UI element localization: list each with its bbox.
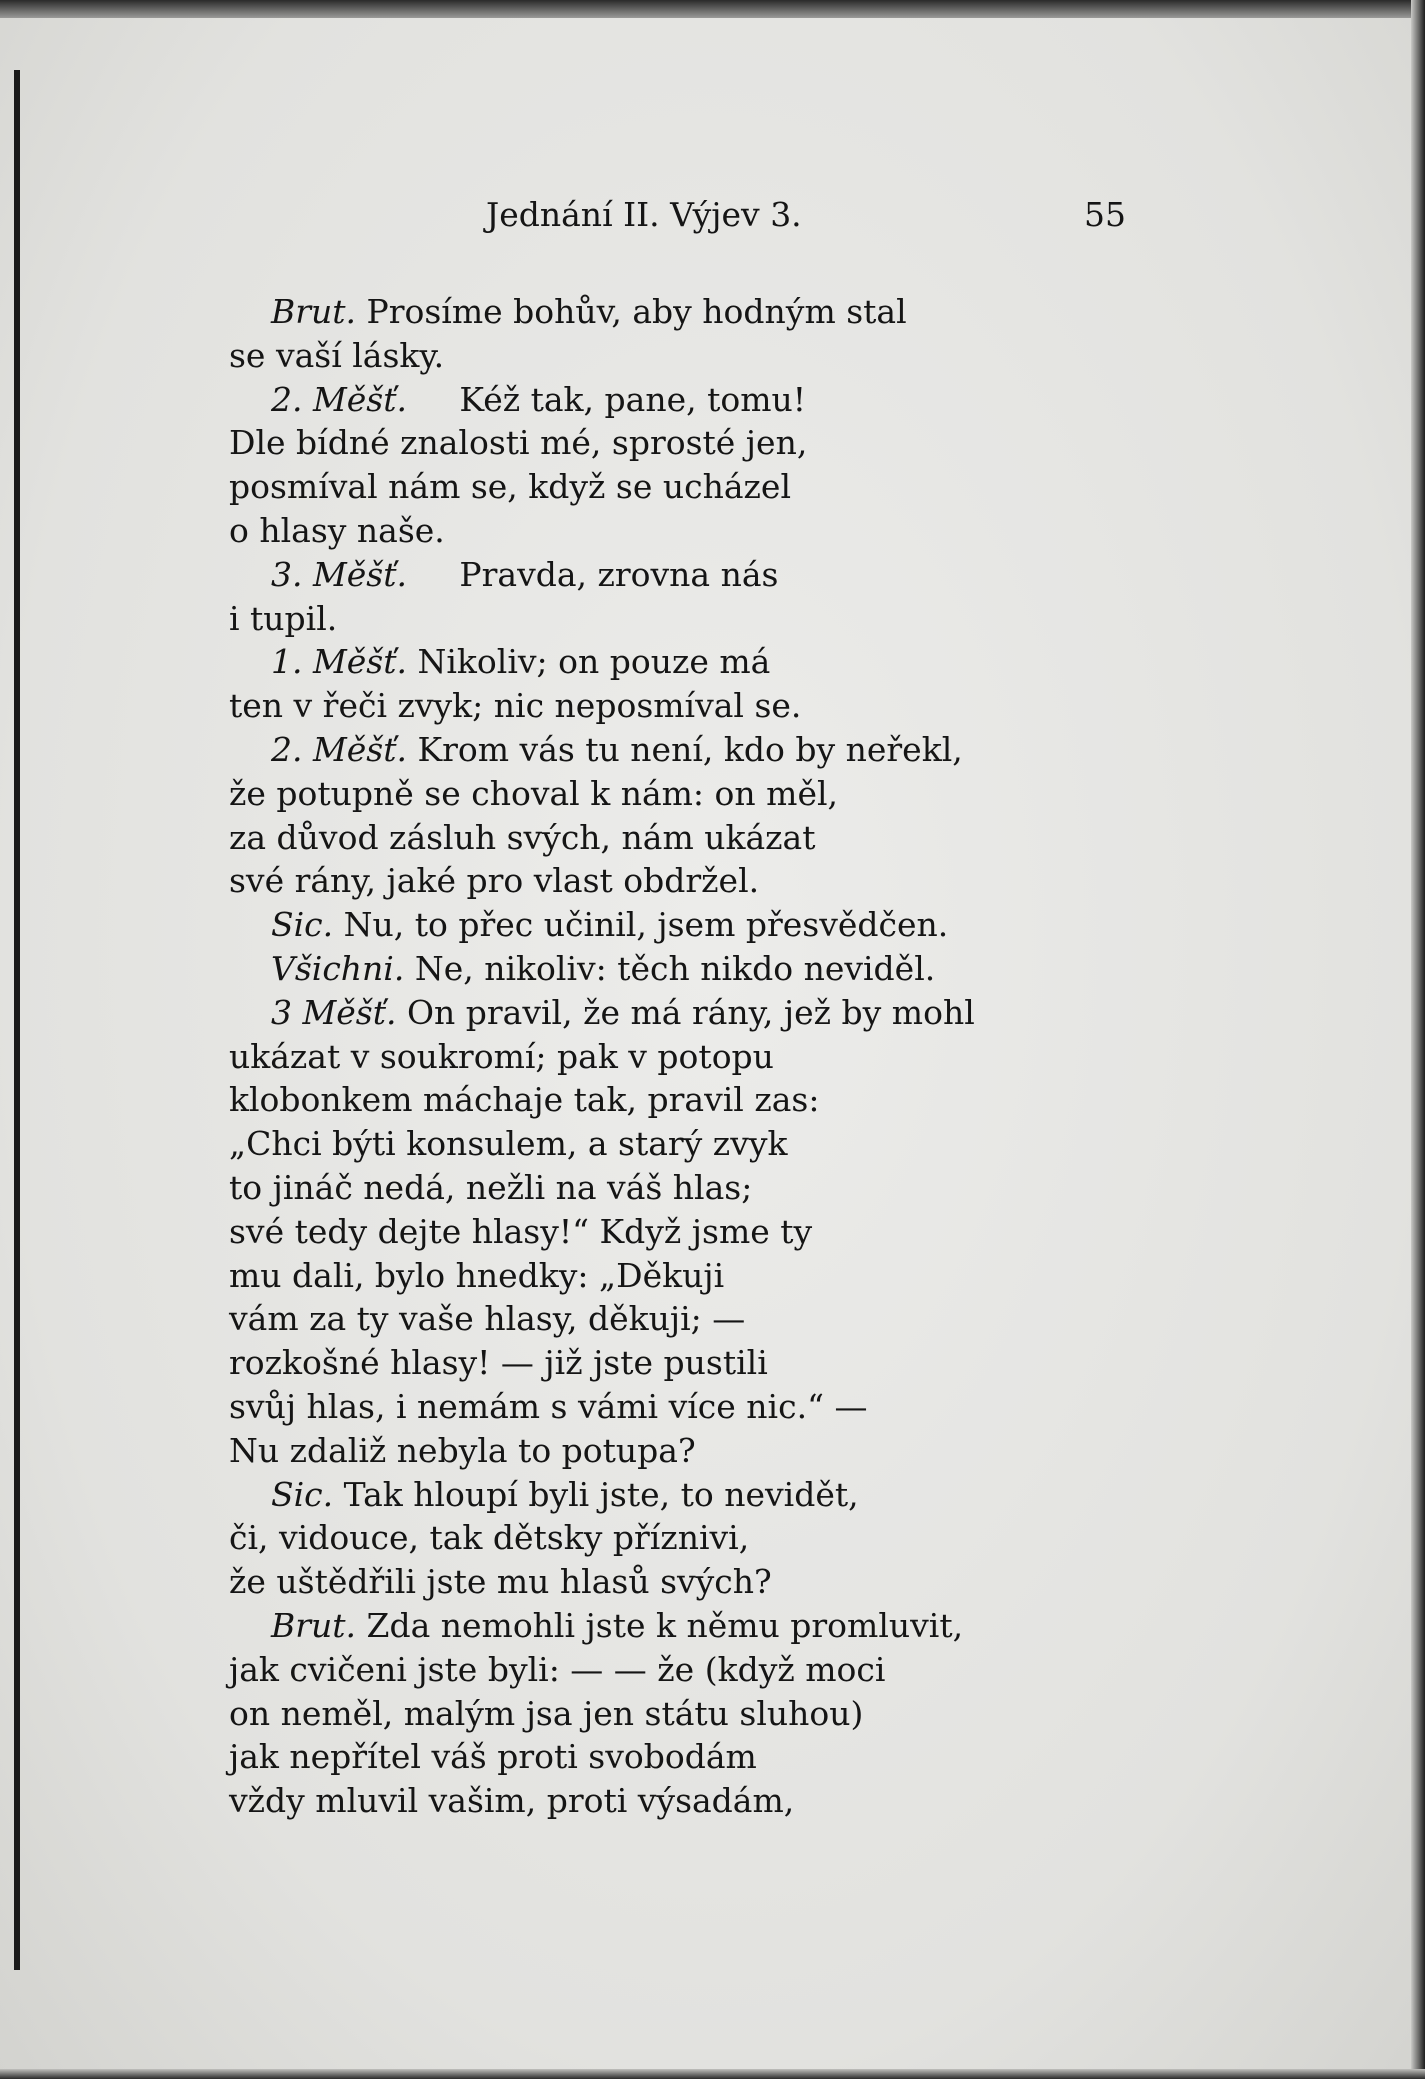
line-text: že uštědřili jste mu hlasů svých?: [229, 1562, 772, 1602]
text-line: [229, 509, 1229, 553]
text-line: [229, 991, 1229, 1035]
line-text: vždy mluvil vašim, proti výsadám,: [229, 1781, 795, 1821]
line-text: Krom vás tu není, kdo by neřekl,: [406, 729, 963, 769]
line-text: Nu, to přec učinil, jsem přesvědčen.: [333, 905, 949, 945]
text-line: [229, 947, 1229, 991]
line-text: se vaší lásky.: [229, 335, 445, 375]
speaker-name: Všichni.: [271, 948, 405, 988]
text-line: [229, 290, 1229, 334]
line-text: ten v řeči zvyk; nic neposmíval se.: [229, 686, 802, 726]
line-text: svůj hlas, i nemám s vámi více nic.“ —: [229, 1386, 868, 1426]
text-line: [229, 1210, 1229, 1254]
line-text: rozkošné hlasy! — již jste pustili: [229, 1343, 768, 1383]
line-text: své tedy dejte hlasy!“ Když jsme ty: [229, 1211, 813, 1251]
speaker-name: Brut.: [271, 292, 357, 331]
text-line: [229, 1254, 1229, 1298]
speaker-name: 2. Měšť.: [271, 379, 407, 419]
text-line: [229, 640, 1229, 684]
text-line: [229, 1735, 1229, 1779]
text-line: [229, 859, 1229, 903]
line-text: to jináč nedá, nežli na váš hlas;: [229, 1167, 753, 1207]
page-number: 55: [1084, 195, 1126, 234]
text-line: [229, 816, 1229, 860]
running-title: Jednání II. Výjev 3.: [486, 195, 802, 234]
speaker-name: 3 Měšť.: [271, 992, 397, 1032]
text-line: [229, 684, 1229, 728]
text-line: [229, 1429, 1229, 1473]
line-text: klobonkem máchaje tak, pravil zas:: [229, 1080, 820, 1120]
text-line: [229, 1166, 1229, 1210]
scan-edge-top: [0, 0, 1425, 18]
speaker-name: 1. Měšť.: [271, 642, 407, 682]
text-line: [229, 1385, 1229, 1429]
text-line: [229, 1648, 1229, 1692]
line-text: vám za ty vaše hlasy, děkuji; —: [229, 1299, 746, 1339]
line-text: Dle bídné znalosti mé, sprosté jen,: [229, 423, 808, 463]
speaker-name: Sic.: [271, 1474, 334, 1514]
text-body: [229, 290, 1229, 1823]
text-line: [229, 1341, 1229, 1385]
text-line: [229, 378, 1229, 422]
speaker-name: Sic.: [271, 905, 334, 945]
line-text: i tupil.: [229, 598, 338, 638]
scan-edge-left: [14, 70, 20, 1970]
speaker-name: Brut.: [271, 1605, 357, 1645]
line-text: za důvod zásluh svých, nám ukázat: [229, 817, 816, 857]
line-text: Pravda, zrovna nás: [406, 554, 779, 594]
text-line: [229, 421, 1229, 465]
text-line: [229, 1122, 1229, 1166]
line-text: mu dali, bylo hnedky: „Děkuji: [229, 1255, 725, 1295]
scan-edge-bottom: [0, 2069, 1425, 2079]
line-text: Kéž tak, pane, tomu!: [406, 379, 807, 419]
text-line: [229, 1035, 1229, 1079]
text-line: [229, 1604, 1229, 1648]
text-line: [229, 1473, 1229, 1517]
text-line: [229, 597, 1229, 641]
line-text: „Chci býti konsulem, a starý zvyk: [229, 1124, 788, 1164]
text-line: [229, 1297, 1229, 1341]
text-line: [229, 1692, 1229, 1736]
page-header: [486, 195, 1126, 245]
line-text: či, vidouce, tak dětsky příznivi,: [229, 1518, 750, 1558]
text-line: [229, 553, 1229, 597]
line-text: že potupně se choval k nám: on měl,: [229, 773, 839, 813]
line-text: ukázat v soukromí; pak v potopu: [229, 1036, 774, 1076]
text-line: [229, 1779, 1229, 1823]
text-line: [229, 728, 1229, 772]
scan-edge-right: [1411, 0, 1425, 2079]
line-text: on neměl, malým jsa jen státu sluhou): [229, 1693, 864, 1733]
line-text: své rány, jaké pro vlast obdržel.: [229, 861, 760, 901]
speaker-name: 3. Měšť.: [271, 554, 407, 594]
line-text: Tak hloupí byli jste, to nevidět,: [333, 1474, 859, 1514]
text-line: [229, 1516, 1229, 1560]
line-text: posmíval nám se, když se ucházel: [229, 467, 792, 507]
line-text: Nu zdaliž nebyla to potupa?: [229, 1430, 696, 1470]
line-text: On pravil, že má rány, jež by mohl: [396, 992, 975, 1032]
line-text: Nikoliv; on pouze má: [406, 642, 771, 682]
line-text: Ne, nikoliv: těch nikdo neviděl.: [404, 948, 936, 988]
line-text: Prosíme bohův, aby hodným stal: [356, 292, 907, 331]
line-text: Zda nemohli jste k němu promluvit,: [356, 1605, 964, 1645]
speaker-name: 2. Měšť.: [271, 729, 407, 769]
text-line: [229, 772, 1229, 816]
text-line: [229, 1560, 1229, 1604]
text-line: [229, 465, 1229, 509]
line-text: jak cvičeni jste byli: — — že (když moci: [229, 1649, 886, 1689]
line-text: jak nepřítel váš proti svobodám: [229, 1737, 757, 1777]
text-line: [229, 903, 1229, 947]
text-line: [229, 1078, 1229, 1122]
line-text: o hlasy naše.: [229, 510, 445, 550]
text-line: [229, 334, 1229, 378]
